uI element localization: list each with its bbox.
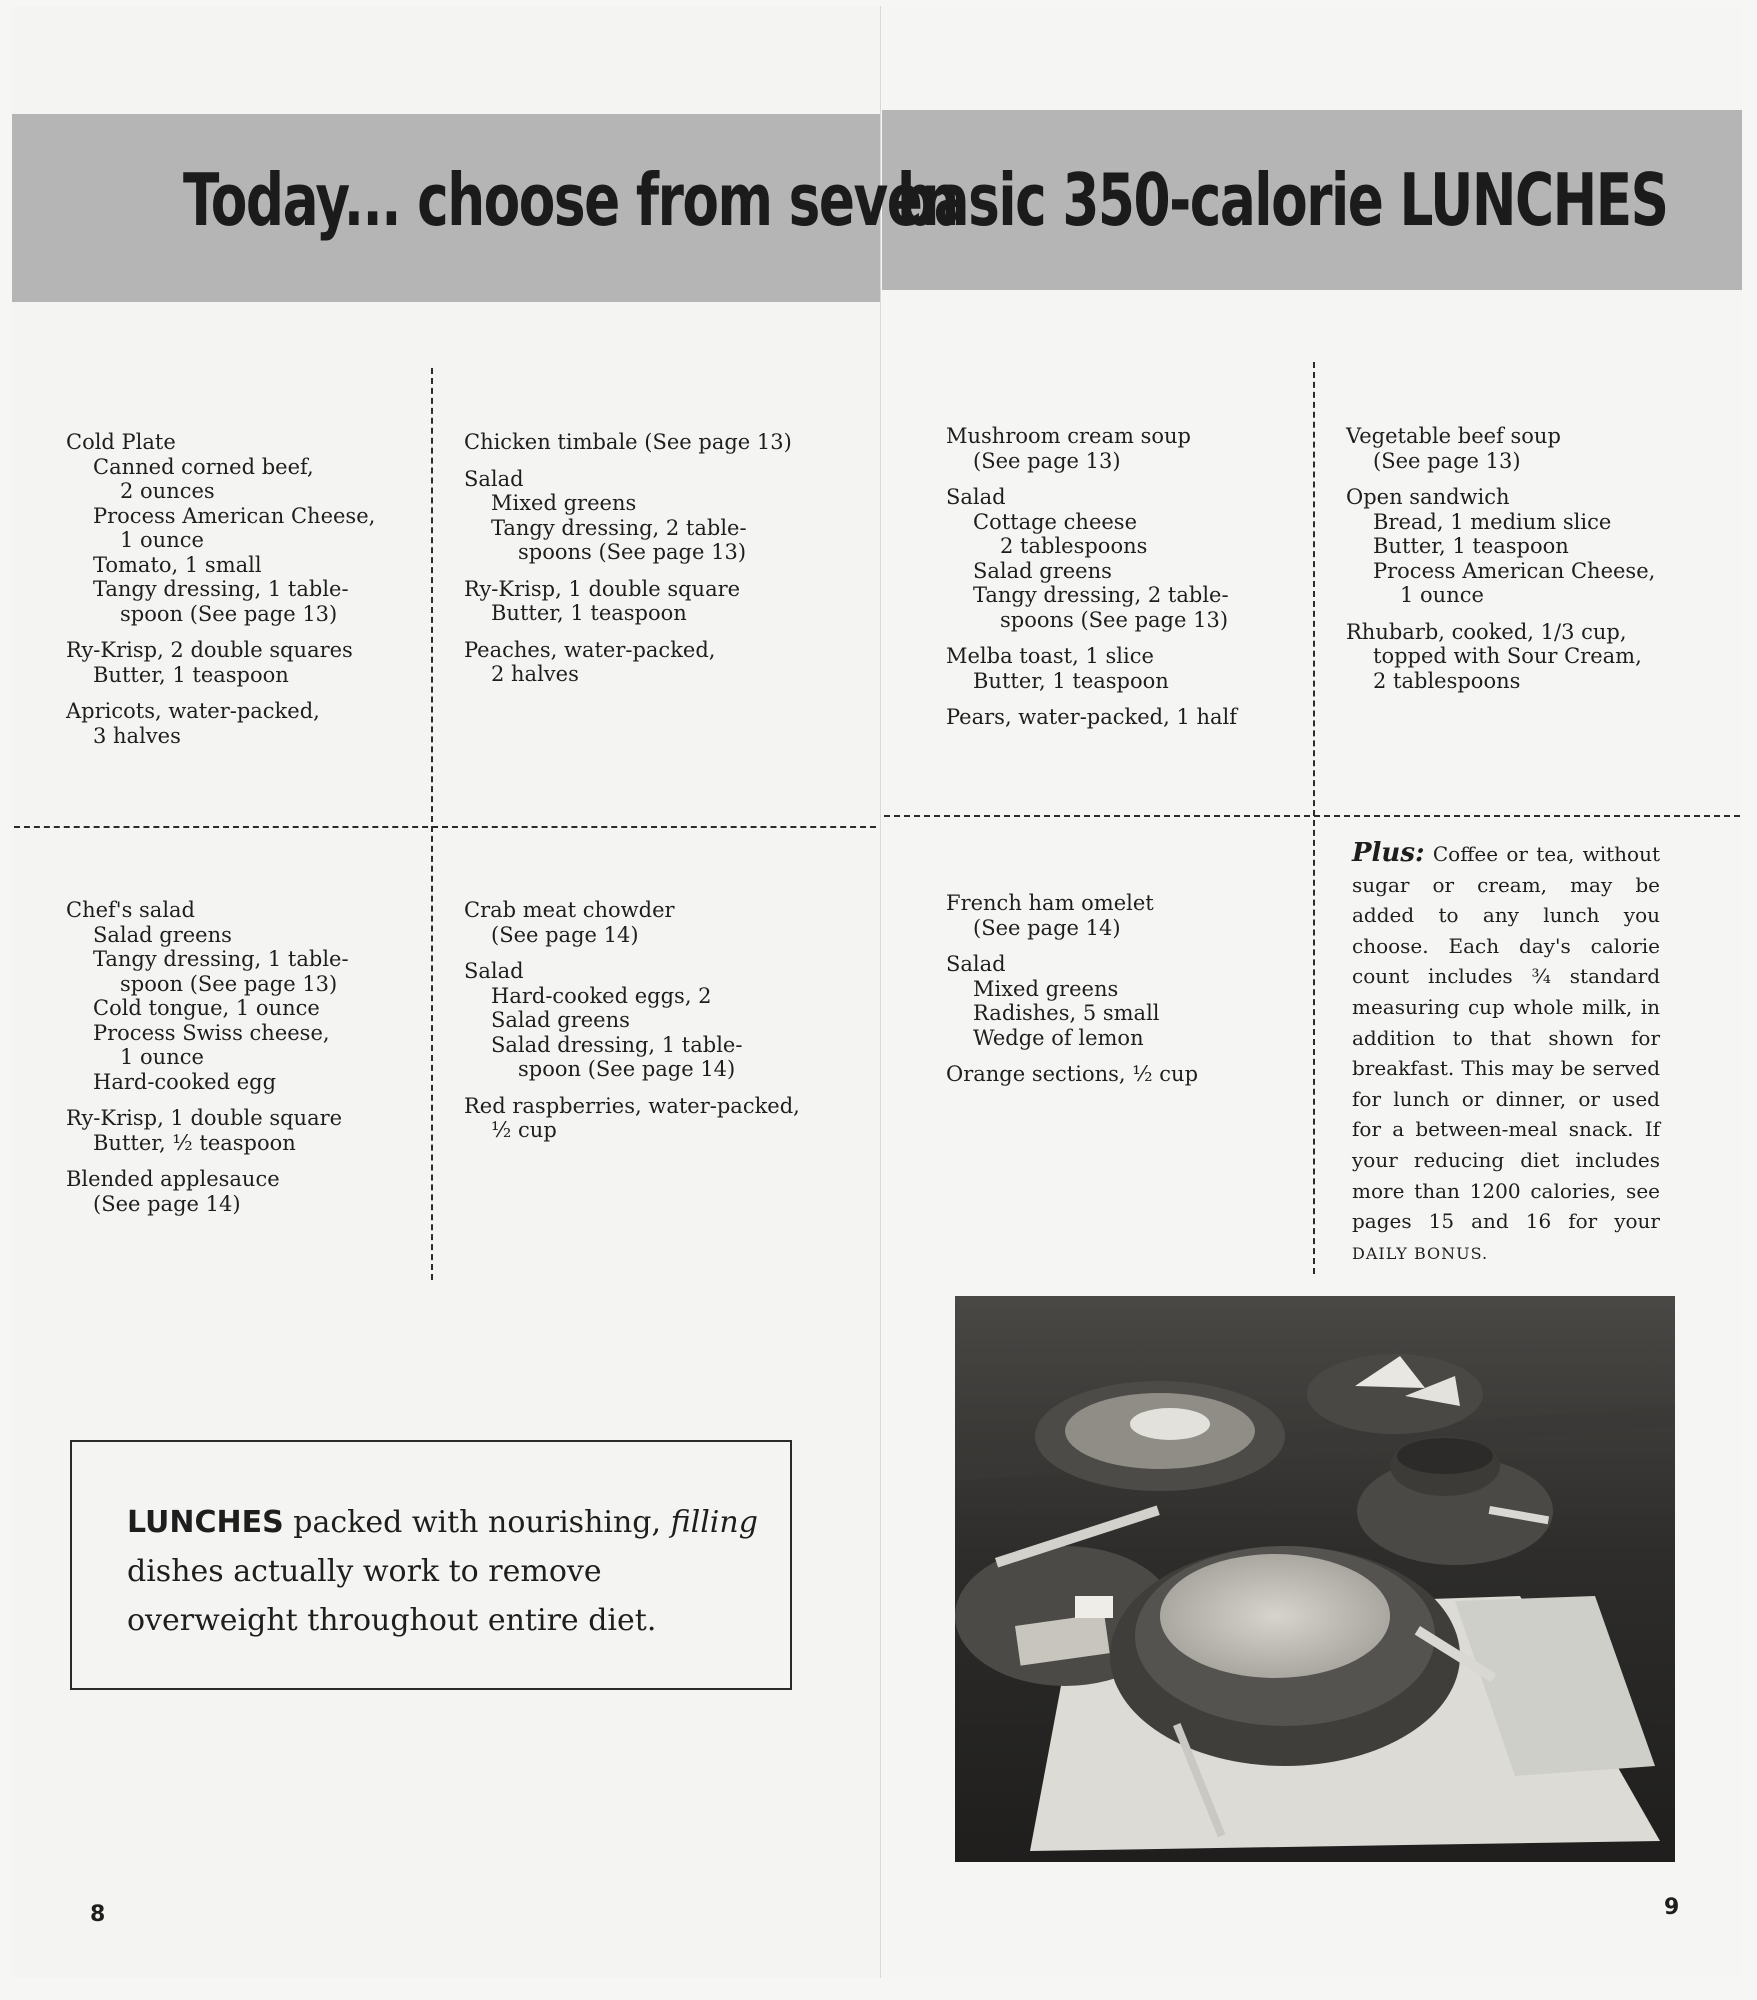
menu-subitem: 2 halves (491, 662, 579, 686)
lunch-menu-5 (66, 898, 416, 1216)
menu-subitem: Tangy dressing, 2 table- (973, 583, 1229, 607)
callout-box (70, 1440, 792, 1690)
menu-subitem: Bread, 1 medium slice (1373, 509, 1612, 534)
menu-subitem: Salad greens (973, 558, 1112, 583)
menu-subitem: ½ cup (491, 1118, 557, 1142)
menu-item: Salad (464, 466, 524, 491)
lunch-photo-image (955, 1296, 1675, 1862)
lunch-menu-6 (464, 898, 844, 1143)
menu-item: Mushroom cream soup (946, 424, 1191, 448)
menu-subitem: 3 halves (93, 723, 181, 748)
menu-item: Salad (946, 952, 1006, 976)
divider-vertical-right (1313, 362, 1315, 1274)
menu-item: Open sandwich (1346, 485, 1510, 509)
menu-subitem: Salad greens (491, 1008, 630, 1032)
menu-subitem: spoon (See page 13) (120, 971, 338, 996)
menu-subitem: Radishes, 5 small (973, 1001, 1160, 1025)
menu-subitem: Salad dressing, 1 table- (491, 1032, 743, 1057)
menu-subitem: Mixed greens (973, 976, 1119, 1001)
callout-text-2: dishes actually work to remove overweight throughout entire diet. (127, 1554, 657, 1638)
page-number-left: 8 (90, 1902, 106, 1927)
menu-subitem: (See page 13) (1373, 448, 1521, 473)
callout-text (127, 1498, 767, 1645)
menu-item: Chef's salad (66, 898, 195, 922)
daily-bonus: DAILY BONUS. (1352, 1243, 1489, 1263)
menu-item: Ry-Krisp, 2 double squares (66, 638, 353, 662)
menu-subitem: spoon (See page 14) (518, 1057, 736, 1081)
menu-subitem: 1 ounce (120, 528, 204, 552)
menu-subitem: Hard-cooked eggs, 2 (491, 983, 712, 1008)
menu-subitem: 2 tablespoons (1000, 534, 1148, 558)
menu-subitem: Wedge of lemon (973, 1025, 1144, 1050)
divider-horizontal-left (14, 826, 876, 828)
menu-item: Rhubarb, cooked, 1/3 cup, (1346, 619, 1627, 644)
menu-subitem: 1 ounce (120, 1045, 204, 1069)
menu-subitem: 1 ounce (1400, 583, 1484, 607)
menu-item: Melba toast, 1 slice (946, 644, 1154, 668)
plus-label: Plus: (1352, 838, 1425, 868)
lunch-menu-7 (946, 891, 1296, 1087)
menu-item: Chicken timbale (See page 13) (464, 430, 792, 454)
page-title-left: Today... choose from seven (183, 158, 958, 242)
menu-subitem: 2 tablespoons (1373, 668, 1521, 693)
lunch-photo (955, 1296, 1675, 1862)
menu-item: Orange sections, ½ cup (946, 1062, 1199, 1086)
menu-subitem: Butter, 1 teaspoon (1373, 534, 1569, 558)
menu-subitem: Process Swiss cheese, (93, 1020, 330, 1045)
menu-subitem: (See page 14) (973, 915, 1121, 940)
menu-subitem: (See page 13) (973, 448, 1121, 473)
menu-subitem: Cold tongue, 1 ounce (93, 996, 320, 1020)
page-title-right: basic 350-calorie LUNCHES (897, 158, 1668, 242)
menu-subitem: Butter, 1 teaspoon (491, 601, 687, 625)
lunch-menu-2 (464, 430, 844, 687)
menu-subitem: Tangy dressing, 1 table- (93, 577, 349, 601)
menu-subitem: Cottage cheese (973, 509, 1138, 534)
menu-subitem: (See page 14) (491, 922, 639, 947)
menu-item: Ry-Krisp, 1 double square (464, 576, 741, 601)
menu-subitem: Hard-cooked egg (93, 1069, 277, 1094)
menu-item: Salad (464, 959, 524, 983)
menu-subitem: spoon (See page 13) (120, 601, 338, 626)
menu-item: Crab meat chowder (464, 898, 675, 922)
menu-subitem: Mixed greens (491, 491, 637, 515)
menu-subitem: Salad greens (93, 922, 232, 947)
divider-horizontal-right (884, 815, 1740, 817)
menu-subitem: Process American Cheese, (93, 503, 376, 528)
lunch-menu-1 (66, 430, 416, 748)
lunch-menu-4 (1346, 424, 1716, 693)
menu-item: Pears, water-packed, 1 half (946, 705, 1238, 729)
menu-subitem: topped with Sour Cream, (1373, 644, 1642, 668)
menu-subitem: Tangy dressing, 2 table- (491, 515, 747, 540)
menu-subitem: spoons (See page 13) (1000, 607, 1229, 632)
menu-item: French ham omelet (946, 891, 1154, 915)
plus-text: Coffee or tea, without sugar or cream, may be added to any lunch you choose. Each day's calorie count includes ¾ standard measuring cup whole milk, in addition to that shown for breakfast. This may be served for lunch or dinner, or used for a between-meal snack. If your reducing diet includes more than 1200 calories, see pages 15 and 16 for your (1352, 842, 1660, 1234)
menu-item: Salad (946, 485, 1006, 509)
lunch-menu-3 (946, 424, 1296, 730)
menu-subitem: 2 ounces (120, 479, 215, 503)
menu-item: Cold Plate (66, 430, 176, 454)
menu-subitem: Butter, 1 teaspoon (973, 668, 1169, 693)
plus-note (1352, 838, 1660, 1269)
callout-text-1: packed with nourishing, (283, 1505, 671, 1540)
callout-italic: filling (670, 1505, 758, 1540)
callout-bold: LUNCHES (127, 1505, 284, 1540)
menu-subitem: Butter, 1 teaspoon (93, 662, 289, 687)
divider-vertical-left (431, 368, 433, 1280)
menu-item: Peaches, water-packed, (464, 637, 716, 662)
menu-subitem: Butter, ½ teaspoon (93, 1130, 296, 1155)
menu-item: Vegetable beef soup (1346, 424, 1561, 448)
menu-subitem: Canned corned beef, (93, 454, 314, 479)
page-number-right: 9 (1664, 1895, 1680, 1920)
menu-subitem: Tangy dressing, 1 table- (93, 947, 349, 971)
menu-subitem: (See page 14) (93, 1191, 241, 1216)
menu-item: Apricots, water-packed, (66, 699, 320, 723)
menu-subitem: Process American Cheese, (1373, 558, 1656, 583)
menu-subitem: spoons (See page 13) (518, 540, 747, 564)
menu-item: Blended applesauce (66, 1167, 280, 1191)
menu-item: Ry-Krisp, 1 double square (66, 1106, 343, 1130)
menu-subitem: Tomato, 1 small (93, 552, 262, 577)
menu-item: Red raspberries, water-packed, (464, 1093, 800, 1118)
